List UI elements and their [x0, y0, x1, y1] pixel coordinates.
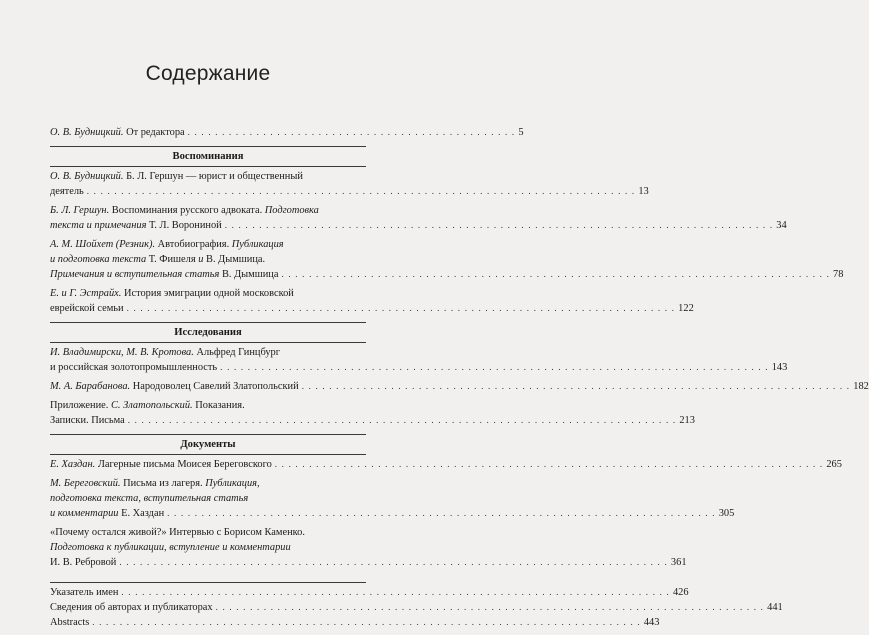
- toc-entry-page: 13: [638, 186, 649, 197]
- toc-entry-author: И. Владимирски, М. В. Кротова.: [50, 347, 194, 358]
- toc-entry-title: От редактора: [126, 127, 185, 138]
- toc-entry-author: Е. и Г. Эстрайх.: [50, 288, 122, 299]
- toc-entry-page: 426: [672, 587, 689, 598]
- toc-entry: [50, 476, 735, 521]
- leader-dots: . . . . . . . . . . . . . . . . . . . . . . . . . . . . . . . . . . . . . . . . . . . . . . . . . . . . . . . . . . . . . . . . . . . . . . . . . . . . . . . .: [86, 186, 636, 196]
- toc-entry-page: 441: [767, 602, 783, 613]
- toc-entry-author: и: [198, 254, 204, 265]
- section-rule: [50, 146, 366, 147]
- toc-entry-author: Б. Л. Гершун.: [50, 205, 110, 216]
- toc-entry-author: М. А. Барабанова.: [50, 381, 131, 392]
- toc-entry-page: 78: [833, 269, 844, 280]
- toc-entry-author: Публикация,: [205, 478, 260, 489]
- toc-entry-line: [50, 125, 524, 140]
- section-rule: [50, 322, 366, 323]
- toc-entry-author: С. Златопольский.: [110, 400, 193, 411]
- toc-entry-text: [50, 555, 116, 570]
- section-heading: Воспоминания: [172, 151, 244, 162]
- leader-dots: . . . . . . . . . . . . . . . . . . . . . . . . . . . . . . . . . . . . . . . . . . . . . . . . . . . . . . . . . . . . . . . . . . . . . . . . . . . . . . . .: [220, 362, 769, 372]
- toc-entry-title: Т. Фишеля: [146, 254, 199, 265]
- toc-entry-text: [50, 360, 217, 375]
- toc-entry-author: и комментарии: [50, 508, 119, 519]
- toc-entry: [50, 600, 783, 615]
- toc-entry-line: [50, 360, 788, 375]
- toc-entry-author: и подготовка текста: [50, 254, 147, 265]
- toc-entry: [50, 379, 869, 394]
- toc-entry-line: [50, 203, 366, 218]
- toc-entry-author: О. В. Будницкий.: [50, 127, 124, 138]
- section-rule: [50, 342, 366, 343]
- toc-entry-line: [50, 525, 366, 540]
- toc-entry-page: 265: [826, 459, 842, 470]
- toc-entry-line: [50, 237, 366, 252]
- leader-dots: . . . . . . . . . . . . . . . . . . . . . . . . . . . . . . . . . . . . . . . . . . . . . . . . . . . . . . . . . . . . . . . . . . . . . . . . . . . . . . . .: [281, 269, 831, 279]
- toc-entry-title: Показания.: [192, 400, 245, 411]
- toc-entry-line: [50, 600, 783, 615]
- toc-entry: [50, 169, 649, 199]
- toc-entry-title: Воспоминания русского адвоката.: [109, 205, 265, 216]
- toc-entry-text: [50, 506, 164, 521]
- toc-entry-page: 122: [678, 303, 694, 314]
- section-gap: [50, 428, 366, 432]
- toc-entry-title: Сведения об авторах и публикаторах: [50, 602, 213, 613]
- toc-entry-author: О. В. Будницкий.: [50, 171, 124, 182]
- section-rule: [50, 434, 366, 435]
- toc-entry-line: [50, 169, 366, 184]
- toc-entry-line: [50, 413, 695, 428]
- leader-dots: . . . . . . . . . . . . . . . . . . . . . . . . . . . . . . . . . . . . . . . . . . . . . . . . . . . . . . . . . . . . . . . . . . . . . . . . . . . . . . . .: [127, 415, 677, 425]
- toc-entry-line: [50, 345, 366, 360]
- toc-sections: [50, 146, 869, 574]
- toc-entry-author: Примечания и вступительная статья: [50, 269, 220, 280]
- toc-entry-text: [50, 379, 299, 394]
- toc-entry-text: [50, 301, 124, 316]
- toc-entry-title: и российская золотопромышленность: [50, 362, 218, 373]
- toc-entry-title: еврейской семьи: [50, 303, 124, 314]
- toc-entry-text: [50, 267, 278, 282]
- toc-entry: [50, 615, 660, 630]
- toc-entry-line: [50, 615, 660, 630]
- toc-entry-author: Подготовка: [264, 205, 319, 216]
- toc-entry-title: Письма из лагеря.: [120, 478, 206, 489]
- toc-entry: [50, 286, 694, 316]
- toc-entry-text: [50, 218, 222, 233]
- toc-entry: [50, 585, 689, 600]
- toc-back-matter: [50, 582, 783, 630]
- toc-entry-title: Приложение.: [50, 400, 111, 411]
- toc-entry-line: [50, 286, 366, 301]
- toc-entry-text: [50, 184, 84, 199]
- section-gap: [50, 316, 366, 320]
- toc-entry-line: [50, 218, 787, 233]
- leader-dots: . . . . . . . . . . . . . . . . . . . . . . . . . . . . . . . . . . . . . . . . . . . . . . . . . . . . . . . . . . . . . . . . . . . . . . . . . . . . . . . .: [121, 587, 670, 597]
- toc-entry-author: М. Береговский.: [50, 478, 121, 489]
- toc-entry-title: деятель: [50, 186, 84, 197]
- toc-entry: [50, 457, 842, 472]
- toc-entry-page: 305: [718, 508, 735, 519]
- toc-entry-title: История эмиграции одной московской: [121, 288, 294, 299]
- toc-entry-title: Т. Л. Ворониной: [146, 220, 222, 231]
- toc-entry-page: 443: [643, 617, 660, 628]
- toc-entry-title: Альфред Гинцбург: [193, 347, 281, 358]
- leader-dots: . . . . . . . . . . . . . . . . . . . . . . . . . . . . . . . . . . . . . . . . . . . . . . . . . . . . . . . . . . . . . . . . . . . . . . . . . . . . . . . .: [274, 459, 824, 469]
- toc-entry-title: Е. Хаздан: [118, 508, 165, 519]
- toc-entry-line: [50, 457, 842, 472]
- toc-entry-title: «Почему остался живой?» Интервью с Борисом Каменко.: [50, 527, 305, 538]
- leader-dots: . . . . . . . . . . . . . . . . . . . . . . . . . . . . . . . . . . . . . . . . . . . . . . . . . . . . . . . . . . . . . . . . . . . . . . . . . . . . . . . .: [301, 381, 851, 391]
- toc-entry-line: [50, 506, 735, 521]
- table-of-contents: [50, 125, 869, 630]
- toc-entry-line: [50, 267, 844, 282]
- toc-entry-page: 213: [679, 415, 695, 426]
- toc-entry-page: 5: [518, 127, 524, 138]
- toc-entry-line: [50, 540, 366, 555]
- toc-entry-intro: [50, 125, 524, 140]
- toc-entry-title: Автобиография.: [155, 239, 232, 250]
- toc-entry-author: текста и примечания: [50, 220, 147, 231]
- toc-entry-line: [50, 379, 869, 394]
- toc-entry-title: Указатель имен: [50, 587, 119, 598]
- section-heading: Исследования: [174, 327, 242, 338]
- toc-entry: [50, 203, 787, 233]
- toc-entry: [50, 345, 788, 375]
- section-rule: [50, 454, 366, 455]
- leader-dots: . . . . . . . . . . . . . . . . . . . . . . . . . . . . . . . . . . . . . . . . . . . . . . . . . . . . . . . . . . . . . . . . . . . . . . . . . . . . . . . .: [224, 220, 774, 230]
- toc-entry-line: [50, 398, 366, 413]
- toc-entry-author: подготовка текста, вступительная статья: [50, 493, 249, 504]
- toc-entry-page: 34: [776, 220, 787, 231]
- toc-entry-page: 143: [771, 362, 788, 373]
- leader-dots: . . . . . . . . . . . . . . . . . . . . . . . . . . . . . . . . . . . . . . . . . . . . . . . . . . . . . . . . . . . . . . . . . . . . . . . . . . . . . . . .: [92, 617, 641, 627]
- toc-entry-line: [50, 301, 694, 316]
- toc-entry-title: Лагерные письма Моисея Береговского: [95, 459, 272, 470]
- toc-entry: [50, 398, 695, 428]
- toc-entry-author: А. М. Шойхет (Резник).: [50, 239, 156, 250]
- toc-entry-line: [50, 491, 366, 506]
- toc-entry-title: Народоволец Савелий Златопольский: [130, 381, 299, 392]
- toc-entry-title: И. В. Ребровой: [50, 557, 117, 568]
- toc-entry-page: 182: [853, 381, 869, 392]
- section-heading: Документы: [180, 439, 236, 450]
- leader-dots: . . . . . . . . . . . . . . . . . . . . . . . . . . . . . . . . . . . . . . . . . . . . . . . . . . . . . . . . . . . . . . . . . . . . . . . . . . . . . . . .: [119, 557, 668, 567]
- toc-entry: [50, 525, 687, 570]
- toc-entry-title: Abstracts: [50, 617, 90, 628]
- leader-dots: . . . . . . . . . . . . . . . . . . . . . . . . . . . . . . . . . . . . . . . . . . . . . . . . . . . . . . . . . . . . . . . . . . . . . . . . . . . . . . . .: [215, 602, 765, 612]
- toc-entry-line: [50, 476, 366, 491]
- leader-dots: . . . . . . . . . . . . . . . . . . . . . . . . . . . . . . . . . . . . . . . . . . . . . . . . . . . . . . . . . . . . . . . . . . . . . . . . . . . . . . . .: [167, 508, 716, 518]
- page-title: Содержание: [145, 62, 271, 85]
- toc-entry-title: В. Дымшица: [219, 269, 279, 280]
- toc-entry-text: [50, 457, 272, 472]
- toc-entry-line: [50, 184, 649, 199]
- section-rule: [50, 582, 366, 583]
- toc-entry-page: 361: [670, 557, 687, 568]
- toc-entry-text: [50, 413, 125, 428]
- toc-entry-line: [50, 252, 366, 267]
- leader-dots: . . . . . . . . . . . . . . . . . . . . . . . . . . . . . . . . . . . . . . . . . . . . . . . . . . . . . . . . . . . . . . . . . . . . . . . . . . . . . . . .: [126, 303, 676, 313]
- toc-entry: [50, 237, 844, 282]
- toc-entry-line: [50, 555, 687, 570]
- toc-entry-title: Записки. Письма: [50, 415, 125, 426]
- toc-entry-title: Б. Л. Гершун — юрист и общественный: [123, 171, 303, 182]
- section-rule: [50, 166, 366, 167]
- toc-entry-title: В. Дымшица.: [203, 254, 266, 265]
- toc-entry-text: [50, 125, 185, 140]
- toc-entry-author: Е. Хаздан.: [50, 459, 96, 470]
- toc-entry-line: [50, 585, 689, 600]
- leader-dots: . . . . . . . . . . . . . . . . . . . . . . . . . . . . . . . . . . . . . . . . . . . . . . . .: [187, 127, 516, 137]
- toc-entry-author: Подготовка к публикации, вступление и комментарии: [50, 542, 291, 553]
- toc-entry-author: Публикация: [231, 239, 284, 250]
